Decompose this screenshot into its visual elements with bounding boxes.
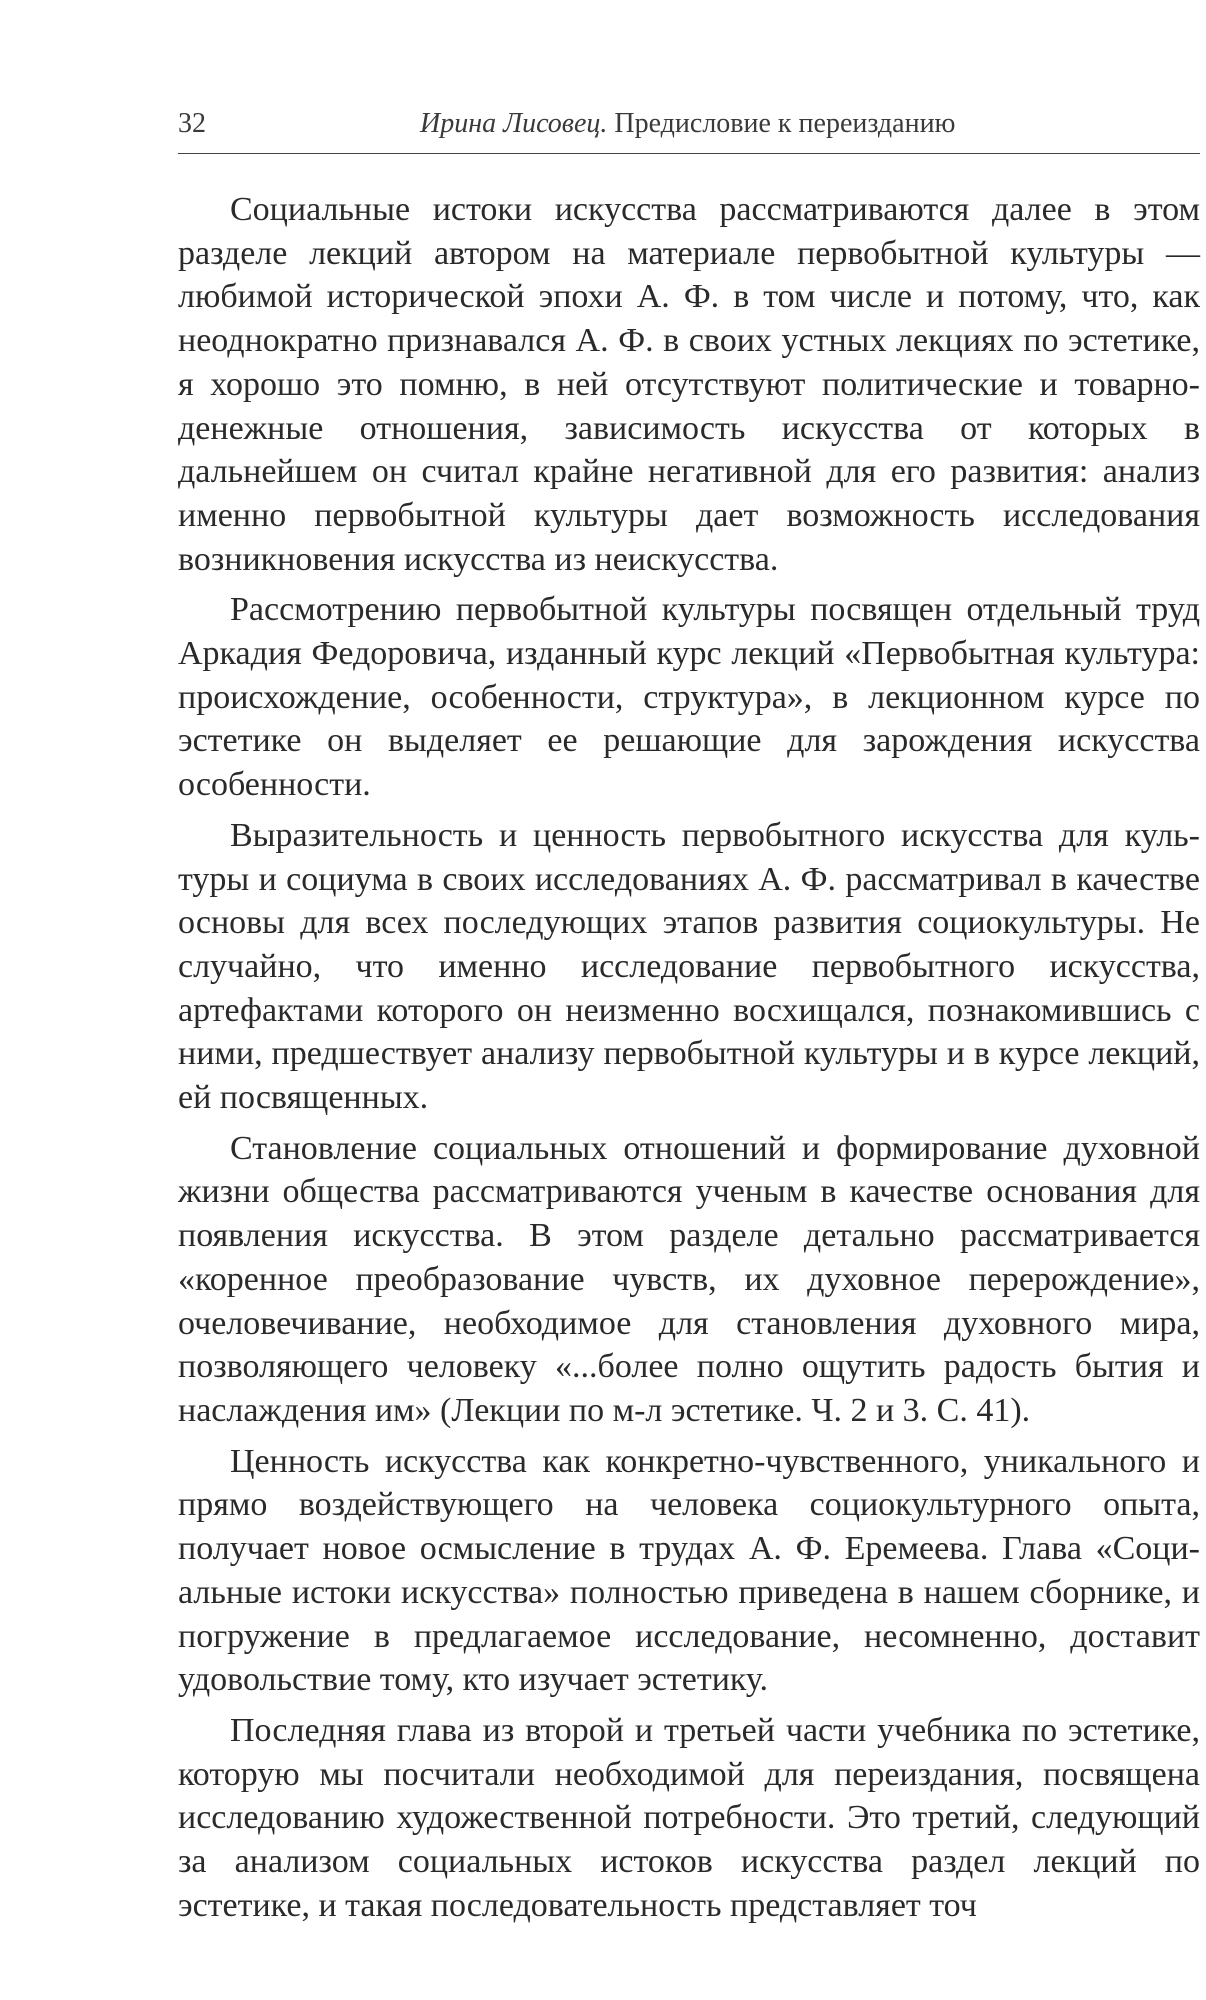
paragraph: Становление социальных отношений и формирование духовной жизни общества рассматриваются ученым в качестве основания для появления искусства. В этом разделе детально рассматривается «коренное преобразование чувств, их духовное перерождение», очеловечивание, необходимое для становления духовного мира, позволяющего человеку «...более полно ощутить радость бытия и наслаждения им» (Лекции по м-л эстетике. Ч. 2 и 3. С. 41).: [178, 1129, 1200, 1429]
paragraph: Последняя глава из второй и третьей части учебника по эстетике, которую мы посчитали необходимой для переиздания, посвящена исследованию художественной потребности. Это третий, следующий за анализом социальных истоков искусства раздел лекций по эстетике, и такая последовательность представляет точ: [178, 1711, 1200, 1924]
paragraph: Социальные истоки искусства рассматриваются далее в этом разделе лекций автором на материале первобытной культуры — любимой исторической эпохи А. Ф. в том числе и потому, что, как неоднократно признавался А. Ф. в своих устных лекциях по эстетике, я хорошо это помню, в ней отсутствуют политические и товарно-денежные отношения, зависимость искусства от которых в дальнейшем он считал крайне негативной для его развития: анализ именно первобытной культуры дает возможность исследования возникновения искусства из неискусства.: [178, 191, 1200, 578]
paragraph: Ценность искусства как конкретно-чувственного, уникального и прямо воздействующего на человека социокультурного опыта, получает новое осмысление в трудах А. Ф. Еремеева. Глава «Социальные истоки искусства» полностью приведена в нашем сборнике, и погружение в предлагаемое исследование, несомненно, доставит удовольствие тому, кто изучает эстетику.: [178, 1442, 1200, 1699]
body-text: [178, 188, 1200, 1927]
running-header: [178, 108, 1200, 148]
paragraph: Рассмотрению первобытной культуры посвящен отдельный труд Аркадия Федоровича, изданный курс лекций «Первобытная культура: происхождение, особенности, структура», в лекционном курсе по эстетике он выделяет ее решающие для зарождения искусства особенности.: [178, 591, 1200, 804]
header-divider: [178, 153, 1200, 154]
running-header-title: [420, 108, 955, 140]
paragraph: Выразительность и ценность первобытного искусства для культуры и социума в своих исследованиях А. Ф. рассматривал в качестве основы для всех последующих этапов развития социокультуры. Не случайно, что именно исследование первобытного искусства, артефактами которого он неизменно восхищался, познакомившись с ними, предшествует анализу первобытной культуры и в курсе лекций, ей посвященных.: [178, 816, 1200, 1117]
header-title-text: Предисловие к переизданию: [614, 108, 956, 139]
header-author: Ирина Лисовец.: [420, 108, 608, 139]
page-number: 32: [178, 108, 206, 139]
